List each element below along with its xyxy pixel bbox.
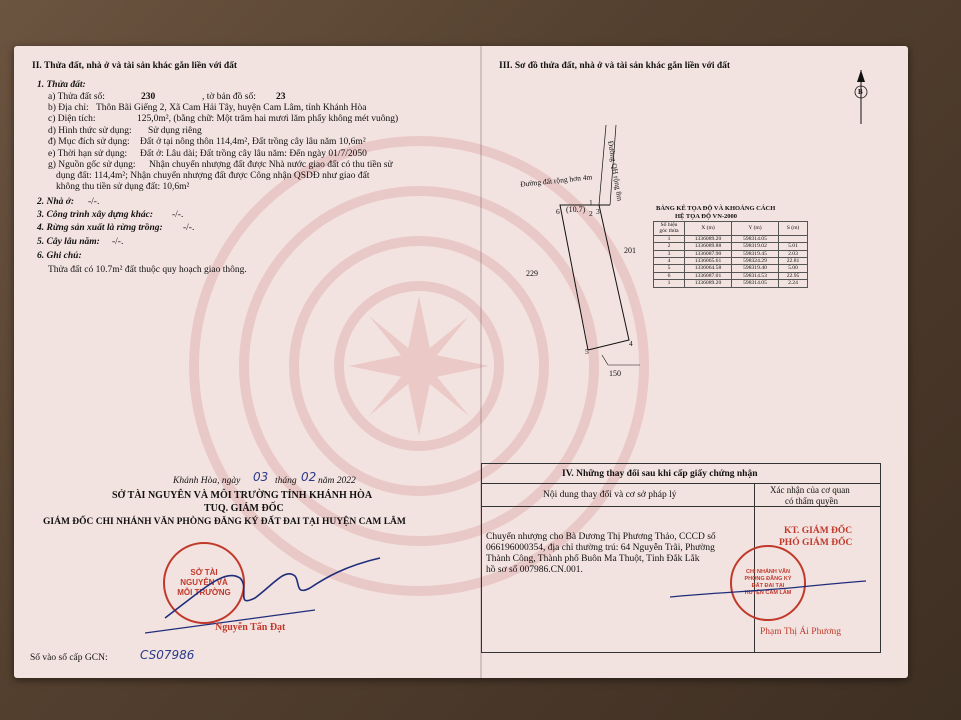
coord-col-x: X (m)	[685, 222, 732, 236]
coord-col-point: Số hiệu góc thửa	[654, 222, 685, 236]
cell: 1336065.61	[685, 258, 732, 265]
cell: 6	[654, 272, 685, 279]
coord-table-title: BẢNG KÊ TỌA ĐỘ VÀ KHOẢNG CÁCH	[656, 205, 776, 212]
road-label-planned: Đường QH rộng 8m	[606, 140, 625, 202]
cell: 598319.45	[732, 250, 779, 257]
authority-title: GIÁM ĐỐC CHI NHÁNH VĂN PHÒNG ĐĂNG KÝ ĐẤT ĐAI TẠI HUYỆN CAM LÂM	[43, 517, 406, 527]
usage-purpose-value: Đất ở tại nông thôn 114,4m², Đất trồng cây lâu năm 10,6m²	[140, 137, 366, 147]
parcel-number-value: 230	[141, 92, 156, 102]
usage-term-label: e) Thời hạn sử dụng:	[48, 149, 128, 159]
stamp-right-text: CHI NHÁNH VĂN PHÒNG ĐĂNG KÝ ĐẤT ĐAI TẠI HUYỆN CAM LÂM	[744, 569, 792, 596]
change-line-2: 066196000354, địa chỉ thường trú: 64 Nguyễn Trãi, Phường	[486, 543, 715, 553]
table-row	[654, 272, 808, 279]
item-3-value: -/-.	[172, 210, 184, 220]
cell: 2.24	[779, 280, 808, 287]
vertex-6: 6	[556, 207, 560, 216]
section-iii-title: III. Sơ đồ thửa đất, nhà ở và tài sản khác gắn liền với đất	[499, 61, 731, 71]
section-iv-title: IV. Những thay đổi sau khi cấp giấy chứng nhận	[562, 469, 758, 479]
issue-year: năm 2022	[318, 476, 356, 486]
table-row	[654, 258, 808, 265]
usage-origin-label: g) Nguồn gốc sử dụng:	[48, 160, 136, 170]
table-row	[654, 235, 808, 242]
cell: 5	[654, 265, 685, 272]
issue-month: 02	[301, 470, 317, 484]
item-2-value: -/-.	[88, 197, 100, 207]
cell: 598324.29	[732, 258, 779, 265]
item-1-title: 1. Thửa đất:	[37, 80, 86, 90]
cell: 598319.40	[732, 265, 779, 272]
vertex-4: 4	[629, 339, 633, 348]
coord-col-s: S (m)	[779, 222, 808, 236]
map-sheet-value: 23	[276, 92, 286, 102]
address-value: Thôn Bãi Giếng 2, Xã Cam Hải Tây, huyện Cam Lâm, tỉnh Khánh Hòa	[96, 103, 367, 113]
issue-date-prefix: Khánh Hòa, ngày	[173, 476, 241, 486]
cell: 2	[654, 243, 685, 250]
table-row	[654, 243, 808, 250]
authority-name: SỞ TÀI NGUYÊN VÀ MÔI TRƯỜNG TỈNH KHÁNH HÒA	[112, 490, 373, 501]
cell: 1336087.90	[685, 250, 732, 257]
coord-col-y: Y (m)	[732, 222, 779, 236]
cell	[779, 235, 808, 242]
cell: 598314.05	[732, 280, 779, 287]
changes-col-confirm-2: có thẩm quyền	[785, 496, 838, 506]
cell: 1336089.20	[685, 235, 732, 242]
road-label-dirt: Đường đất rộng hơn 4m	[519, 172, 593, 189]
usage-origin-line3: không thu tiền sử dụng đất: 10,6m²	[56, 182, 190, 192]
cell: 5.01	[779, 243, 808, 250]
register-value: CS07986	[140, 648, 195, 662]
map-sheet-label: , tờ bản đồ số:	[202, 92, 256, 102]
item-5-value: -/-.	[112, 237, 124, 247]
issue-month-label: tháng	[275, 476, 297, 486]
neighbor-229: 229	[526, 269, 538, 278]
cell: 1	[654, 235, 685, 242]
note-value: Thửa đất có 10.7m² đất thuộc quy hoạch giao thông.	[48, 265, 247, 275]
cell: 1336089.20	[685, 280, 732, 287]
north-arrow-icon	[852, 70, 870, 126]
deputy-director-title: PHÓ GIÁM ĐỐC	[779, 538, 853, 548]
change-line-1: Chuyển nhượng cho Bà Dương Thị Phương Thảo, CCCD số	[486, 532, 716, 542]
coord-table-header-row	[654, 222, 808, 236]
issue-day: 03	[253, 470, 269, 484]
north-letter: B	[858, 88, 863, 96]
vertex-2: 2	[589, 209, 593, 218]
register-label: Số vào sổ cấp GCN:	[30, 653, 108, 663]
cell: 5.00	[779, 265, 808, 272]
signer-right: Phạm Thị Ái Phương	[760, 627, 841, 637]
vertex-5: 5	[585, 347, 589, 356]
usage-form-value: Sử dụng riêng	[148, 126, 202, 136]
vertex-1: 1	[589, 198, 593, 207]
changes-col-confirm-1: Xác nhận của cơ quan	[770, 485, 850, 495]
signer-left: Nguyễn Tấn Đạt	[215, 622, 286, 633]
cell: 598314.53	[732, 272, 779, 279]
area-label: c) Diện tích:	[48, 114, 96, 124]
usage-origin-line2: dụng đất: 114,4m²; Nhận chuyển nhượng đất được Công nhận QSDĐ như giao đất	[56, 171, 370, 181]
cell: 1	[654, 280, 685, 287]
coordinate-table	[653, 221, 808, 288]
section-ii-title: II. Thửa đất, nhà ở và tài sản khác gắn liền với đất	[32, 61, 238, 71]
cell: 22.95	[779, 272, 808, 279]
signature-right	[670, 575, 870, 605]
kt-director-title: KT. GIÁM ĐỐC	[784, 526, 853, 536]
cell: 4	[654, 258, 685, 265]
coord-table-subtitle: HỆ TỌA ĐỘ VN-2000	[675, 213, 738, 220]
usage-form-label: d) Hình thức sử dụng:	[48, 126, 132, 136]
item-4-value: -/-.	[183, 223, 195, 233]
usage-origin-line1: Nhận chuyển nhượng đất được Nhà nước giao đất có thu tiền sử	[149, 160, 393, 170]
cell: 22.81	[779, 258, 808, 265]
cell: 1336064.58	[685, 265, 732, 272]
table-row	[654, 250, 808, 257]
address-label: b) Địa chỉ:	[48, 103, 89, 113]
cell: 598319.02	[732, 243, 779, 250]
cell: 2.03	[779, 250, 808, 257]
neighbor-150: 150	[609, 369, 621, 378]
change-line-4: hồ sơ số 007986.CN.001.	[486, 565, 583, 575]
frontage-width-label: (10.7)	[566, 205, 586, 214]
item-2-title: 2. Nhà ở:	[37, 197, 75, 207]
cell: 1336089.88	[685, 243, 732, 250]
item-3-title: 3. Công trình xây dựng khác:	[37, 210, 154, 220]
changes-col-content: Nội dung thay đổi và cơ sở pháp lý	[543, 490, 677, 500]
item-6-title: 6. Ghi chú:	[37, 251, 82, 261]
item-5-title: 5. Cây lâu năm:	[37, 237, 100, 247]
parcel-number-label: a) Thửa đất số:	[48, 92, 105, 102]
cell: 3	[654, 250, 685, 257]
cell: 598314.05	[732, 235, 779, 242]
change-line-3: Thành Công, Thành phố Buôn Ma Thuột, Tỉnh Đắk Lắk	[486, 554, 700, 564]
table-row	[654, 265, 808, 272]
cell: 1336087.01	[685, 272, 732, 279]
authority-delegation: TUQ. GIÁM ĐỐC	[204, 503, 284, 514]
item-4-title: 4. Rừng sản xuất là rừng trồng:	[37, 223, 163, 233]
vertex-3: 3	[596, 207, 600, 216]
usage-purpose-label: đ) Mục đích sử dụng:	[48, 137, 130, 147]
stamp-left-text: SỞ TÀI NGUYÊN VÀ MÔI TRƯỜNG	[177, 568, 231, 597]
neighbor-201: 201	[624, 246, 636, 255]
area-value: 125,0m², (bằng chữ: Một trăm hai mươi lăm phẩy không mét vuông)	[137, 114, 399, 124]
usage-term-value: Đất ở: Lâu dài; Đất trồng cây lâu năm: Đến ngày 01/7/2050	[140, 149, 367, 159]
table-row	[654, 280, 808, 287]
